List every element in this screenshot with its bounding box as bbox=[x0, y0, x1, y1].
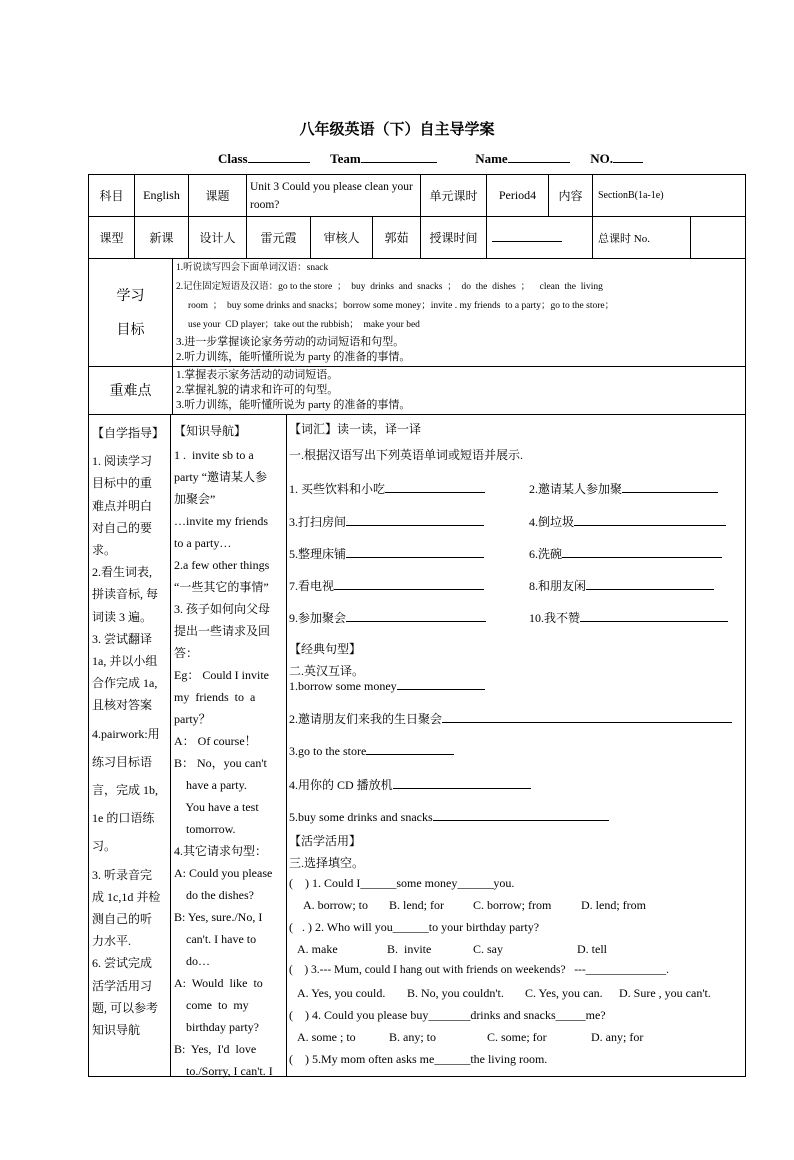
knowledge-line: my friends to a bbox=[174, 690, 256, 704]
self-study-line: 测自己的听 bbox=[92, 912, 153, 927]
team-label: Team bbox=[330, 151, 361, 166]
knowledge-line: 加聚会” bbox=[174, 492, 216, 506]
knowledge-line: party “邀请某人参 bbox=[174, 470, 267, 484]
self-study-line: 6. 尝试完成 bbox=[92, 956, 153, 971]
practice-instruction: 三.选择填空。 bbox=[289, 856, 365, 870]
option[interactable]: C. borrow; from bbox=[473, 898, 552, 912]
sentence-item: 2.邀请朋友们来我的生日聚会 bbox=[289, 710, 732, 727]
content-value: SectionB(1a-1e) bbox=[598, 190, 664, 201]
sentences-instruction: 二.英汉互译。 bbox=[289, 664, 365, 678]
option[interactable]: A. Yes, you could. bbox=[297, 986, 386, 1000]
option[interactable]: A. some ; to bbox=[297, 1030, 356, 1044]
knowledge-line: A: Could you please bbox=[174, 866, 273, 880]
vocab-item: 10.我不赞 bbox=[529, 609, 728, 626]
goal-line: 2.听力训练，能听懂所说为 party 的准备的事情。 bbox=[176, 351, 411, 363]
class-label: Class bbox=[218, 151, 248, 166]
answer-blank[interactable] bbox=[580, 610, 728, 622]
topic-label: 课题 bbox=[205, 189, 230, 203]
vocab-item: 9.参加聚会 bbox=[289, 609, 486, 626]
sentence-item: 4.用你的 CD 播放机 bbox=[289, 776, 531, 793]
total-lessons-label: 总课时 No. bbox=[598, 232, 650, 245]
knowledge-column bbox=[174, 420, 284, 1082]
vocab-instruction: 一.根据汉语写出下列英语单词或短语并展示. bbox=[289, 448, 524, 462]
self-study-line: 1e 的口语练 bbox=[92, 811, 155, 826]
self-study-line: 目标中的重 bbox=[92, 476, 153, 491]
self-study-line: 4.pairwork:用 bbox=[92, 726, 160, 741]
self-study-column bbox=[92, 420, 168, 1041]
question-5: ( ) 5.My mom often asks me______the living room. bbox=[289, 1052, 548, 1066]
designer-label: 设计人 bbox=[199, 231, 236, 245]
goal-line: room ； buy some drinks and snacks；borrow some money；invite . my friends to a party；go to the store； bbox=[188, 301, 615, 311]
self-study-line: 拼读音标, 每 bbox=[92, 587, 159, 602]
knowledge-line: B: Yes, sure./No, I bbox=[174, 910, 263, 924]
lesson-type-value: 新课 bbox=[149, 231, 174, 245]
goal-line: 2.记住固定短语及汉语：go to the store ； buy drinks and snacks ； do the dishes ； clean the living bbox=[176, 282, 603, 292]
self-study-line: 且核对答案 bbox=[92, 698, 153, 713]
vocab-item: 8.和朋友闲 bbox=[529, 577, 714, 594]
team-blank[interactable] bbox=[361, 150, 437, 163]
sentence-item: 5.buy some drinks and snacks bbox=[289, 809, 609, 825]
goal-line: 1.听说读写四会下面单词汉语：snack bbox=[176, 263, 329, 273]
knowledge-line: 2.a few other things bbox=[174, 558, 270, 572]
knowledge-line: do the dishes? bbox=[174, 888, 254, 902]
sentence-item: 3.go to the store bbox=[289, 743, 454, 759]
period-value: Period4 bbox=[498, 188, 537, 202]
topic-value: Unit 3 Could you please clean your room? bbox=[250, 180, 413, 211]
option[interactable]: C. some; for bbox=[487, 1030, 547, 1044]
self-study-line: 1a, 并以小组 bbox=[92, 654, 158, 669]
self-study-line: 2.看生词表, bbox=[92, 565, 153, 580]
reviewer-label: 审核人 bbox=[323, 231, 360, 245]
answer-blank[interactable] bbox=[346, 514, 484, 526]
page-title: 八年级英语（下）自主导学案 bbox=[299, 120, 495, 138]
option[interactable]: B. invite bbox=[387, 942, 432, 956]
designer-value: 雷元霞 bbox=[260, 231, 297, 245]
question-4: ( ) 4. Could you please buy_______drinks and snacks_____me? bbox=[289, 1008, 606, 1022]
option[interactable]: B. No, you couldn't. bbox=[407, 986, 504, 1000]
key-points-label: 重难点 bbox=[109, 384, 152, 399]
teaching-time-blank[interactable] bbox=[492, 241, 562, 242]
knowledge-line: 提出一些请求及回 bbox=[174, 624, 271, 638]
option[interactable]: D. any; for bbox=[591, 1030, 644, 1044]
self-study-line: 1. 阅读学习 bbox=[92, 454, 153, 469]
answer-blank[interactable] bbox=[346, 546, 484, 558]
knowledge-line: B： No，you can't bbox=[174, 756, 267, 770]
self-study-line: 习。 bbox=[92, 839, 117, 854]
goal-line: 3.进一步掌握谈论家务劳动的动词短语和句型。 bbox=[176, 336, 405, 348]
knowledge-line: can't. I have to bbox=[174, 932, 257, 946]
knowledge-line: tomorrow. bbox=[174, 822, 236, 836]
answer-blank[interactable] bbox=[562, 546, 722, 558]
knowledge-line: “一些其它的事情” bbox=[174, 580, 269, 594]
vocab-item: 5.整理床铺 bbox=[289, 545, 484, 562]
self-study-line: 知识导航 bbox=[92, 1023, 141, 1038]
name-label: Name bbox=[475, 151, 508, 166]
self-study-line: 合作完成 1a, bbox=[92, 676, 158, 691]
knowledge-line: have a party. bbox=[174, 778, 247, 792]
question-1: ( ) 1. Could I______some money______you. bbox=[289, 876, 515, 890]
vocab-item: 7.看电视 bbox=[289, 577, 484, 594]
self-study-line: 3. 尝试翻译 bbox=[92, 631, 153, 646]
answer-blank[interactable] bbox=[385, 481, 485, 493]
key-point-line: 3.听力训练，能听懂所说为 party 的准备的事情。 bbox=[176, 399, 411, 411]
self-study-line: 活学活用习 bbox=[92, 978, 153, 993]
self-study-line: 3. 听录音完 bbox=[92, 867, 153, 882]
knowledge-line: 1 . invite sb to a bbox=[174, 448, 254, 462]
option[interactable]: C. Yes, you can. bbox=[525, 986, 603, 1000]
self-study-line: 难点并明白 bbox=[92, 498, 153, 513]
answer-blank[interactable] bbox=[433, 809, 609, 821]
no-blank[interactable] bbox=[613, 150, 643, 163]
self-study-line: 力水平. bbox=[92, 934, 132, 949]
option[interactable]: D. tell bbox=[577, 942, 607, 956]
unit-period-label: 单元课时 bbox=[429, 189, 478, 203]
knowledge-line: You have a test bbox=[174, 800, 259, 814]
option[interactable]: B. lend; for bbox=[389, 898, 444, 912]
answer-blank[interactable] bbox=[586, 578, 714, 590]
knowledge-line: 【知识导航】 bbox=[174, 424, 247, 438]
self-study-line: 【自学指导】 bbox=[92, 426, 165, 440]
knowledge-line: to a party… bbox=[174, 536, 232, 550]
answer-blank[interactable] bbox=[393, 777, 531, 789]
self-study-line: 对自己的要 bbox=[92, 520, 153, 535]
key-point-line: 1.掌握表示家务活动的动词短语。 bbox=[176, 369, 339, 381]
question-2: ( . ) 2. Who will you______to your birthday party? bbox=[289, 920, 540, 934]
self-study-line: 练习目标语 bbox=[92, 754, 153, 769]
answer-blank[interactable] bbox=[442, 711, 732, 723]
vocab-item: 1. 买些饮料和小吃 bbox=[289, 480, 485, 497]
knowledge-line: B: Yes, I'd love bbox=[174, 1042, 257, 1056]
self-study-line: 成 1c,1d 并检 bbox=[92, 889, 161, 904]
option[interactable]: B. any; to bbox=[389, 1030, 436, 1044]
name-blank[interactable] bbox=[508, 150, 570, 163]
knowledge-line: Eg： Could I invite bbox=[174, 668, 269, 682]
knowledge-line: 3. 孩子如何向父母 bbox=[174, 602, 271, 616]
vocab-item: 3.打扫房间 bbox=[289, 513, 484, 530]
no-label: NO. bbox=[590, 151, 613, 166]
answer-blank[interactable] bbox=[397, 678, 485, 690]
class-blank[interactable] bbox=[248, 150, 310, 163]
key-point-line: 2.掌握礼貌的请求和许可的句型。 bbox=[176, 384, 339, 396]
self-study-line: 题, 可以参考 bbox=[92, 1000, 159, 1015]
question-3: ( ) 3.--- Mum, could I hang out with friends on weekends? ---______________. bbox=[289, 964, 670, 976]
subject-label: 科目 bbox=[99, 189, 124, 203]
option[interactable]: D. Sure , you can't. bbox=[619, 986, 711, 1000]
self-study-line: 求。 bbox=[92, 543, 117, 558]
content-label: 内容 bbox=[558, 189, 583, 203]
answer-blank[interactable] bbox=[366, 743, 454, 755]
knowledge-line: birthday party? bbox=[174, 1020, 259, 1034]
goals-list bbox=[176, 259, 742, 365]
goal-line: use your CD player；take out the rubbish； make your bed bbox=[188, 320, 420, 330]
sentence-item: 1.borrow some money bbox=[289, 678, 485, 694]
knowledge-line: 答： bbox=[174, 646, 199, 660]
knowledge-line: A: Would like to bbox=[174, 976, 263, 990]
vocab-item: 2.邀请某人参加聚 bbox=[529, 480, 718, 497]
sentences-heading: 【经典句型】 bbox=[289, 642, 362, 656]
option[interactable]: D. lend; from bbox=[581, 898, 646, 912]
answer-blank[interactable] bbox=[334, 578, 484, 590]
subject-value: English bbox=[143, 188, 180, 202]
knowledge-line: to./Sorry, I can't. I bbox=[174, 1064, 273, 1078]
goals-label-2: 目标 bbox=[116, 323, 145, 338]
practice-heading: 【活学活用】 bbox=[289, 834, 362, 848]
vocab-item: 4.倒垃圾 bbox=[529, 513, 726, 530]
vocab-item: 6.洗碗 bbox=[529, 545, 722, 562]
key-points-list bbox=[176, 368, 742, 413]
vocab-heading: 【词汇】读一读，译一译 bbox=[289, 422, 422, 436]
answer-blank[interactable] bbox=[622, 481, 718, 493]
knowledge-line: party？ bbox=[174, 712, 211, 726]
answer-blank[interactable] bbox=[346, 610, 486, 622]
lesson-type-label: 课型 bbox=[99, 231, 124, 245]
knowledge-line: 4.其它请求句型： bbox=[174, 844, 268, 858]
option[interactable]: A. make bbox=[297, 942, 338, 956]
student-info-line bbox=[218, 150, 643, 167]
knowledge-line: do… bbox=[174, 954, 210, 968]
knowledge-line: come to my bbox=[174, 998, 249, 1012]
knowledge-line: A： Of course！ bbox=[174, 734, 257, 748]
knowledge-line: …invite my friends bbox=[174, 514, 268, 528]
option[interactable]: C. say bbox=[473, 942, 503, 956]
reviewer-value: 郭茹 bbox=[384, 231, 409, 245]
teaching-time-label: 授课时间 bbox=[429, 231, 478, 245]
self-study-line: 词读 3 遍。 bbox=[92, 609, 153, 624]
option[interactable]: A. borrow; to bbox=[303, 898, 368, 912]
goals-label-1: 学习 bbox=[116, 289, 145, 304]
self-study-line: 言，完成 1b, bbox=[92, 783, 159, 798]
answer-blank[interactable] bbox=[574, 514, 726, 526]
